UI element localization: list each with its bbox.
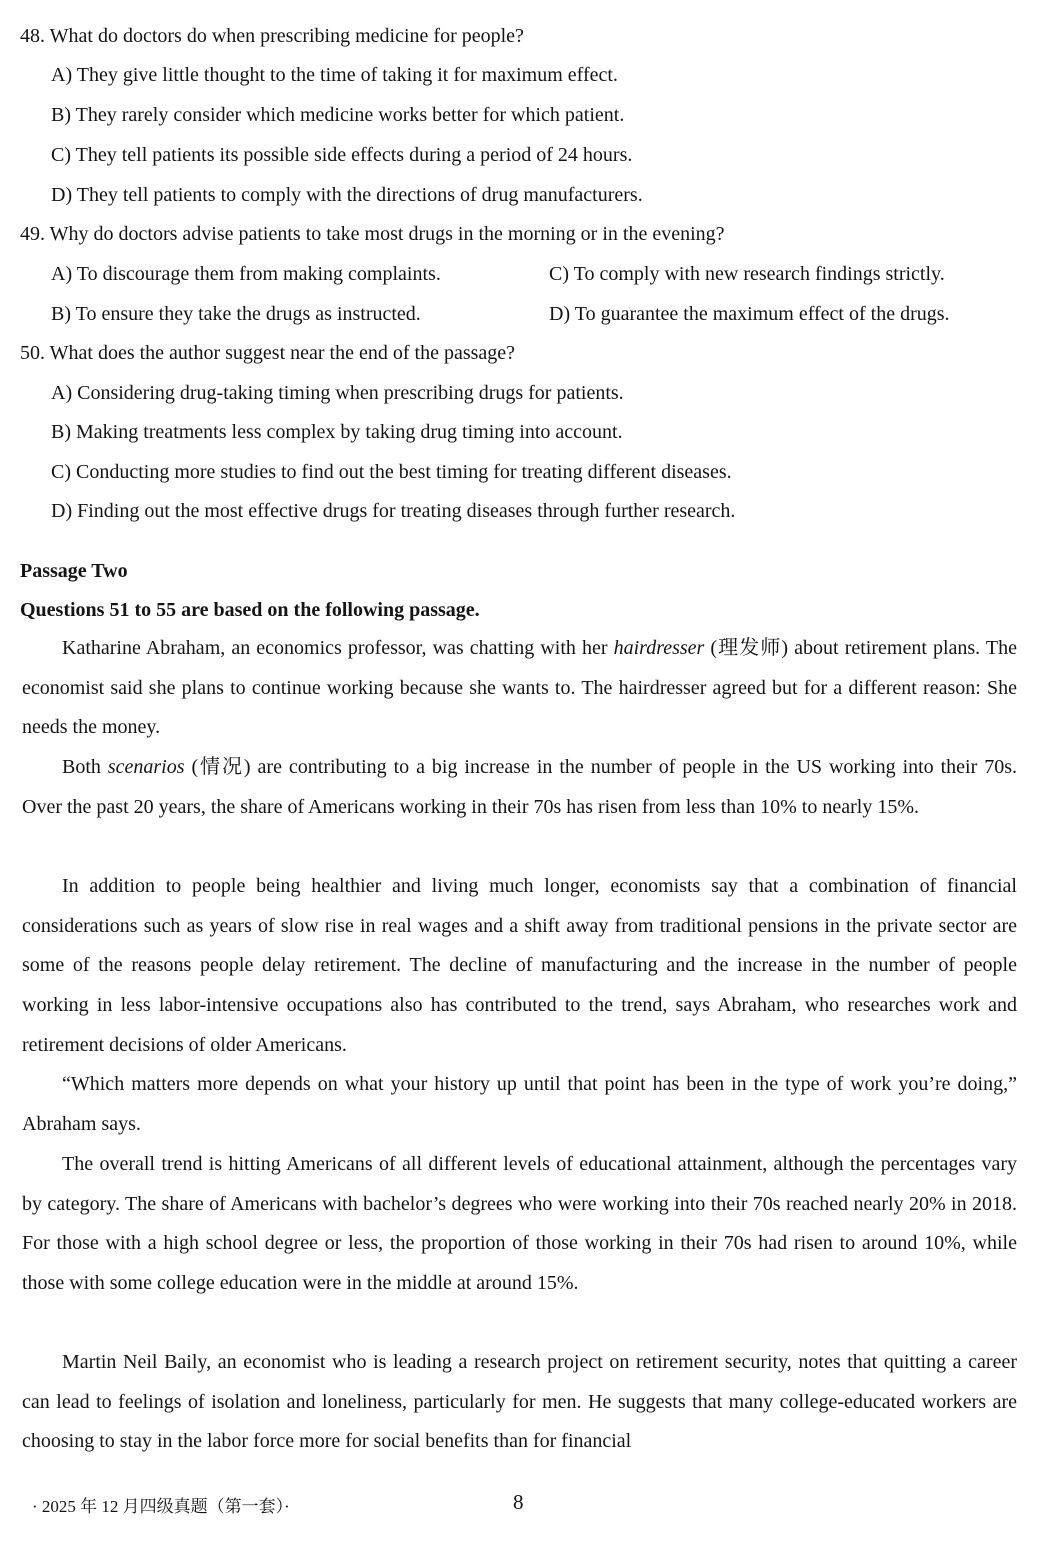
passage-instruction: Questions 51 to 55 are based on the following passage.: [20, 599, 480, 621]
question-50-stem: 50. What does the author suggest near the end of the passage?: [20, 342, 516, 364]
footer-exam-label: · 2025 年 12 月四级真题（第一套）·: [32, 1497, 290, 1516]
passage-paragraph-5: The overall trend is hitting Americans of all different levels of educational attainment, although the percentages vary by category. The share of Americans with bachelor’s degrees who were working into their 70s reached nearly 20% in 2018. For those with a high school degree or less, the proportion of those working in their 70s had risen to around 10%, while those with some college education were in the middle at around 15%.: [22, 1153, 1017, 1295]
question-48-option-b: B) They rarely consider which medicine works better for which patient.: [51, 104, 625, 126]
passage-paragraph-6: Martin Neil Baily, an economist who is leading a research project on retirement security, notes that quitting a career can lead to feelings of isolation and loneliness, particularly for men. He suggests that many college-educated workers are choosing to stay in the labor force more for social benefits than for financial: [22, 1351, 1017, 1453]
question-50-option-c: C) Conducting more studies to find out the best timing for treating different diseases.: [51, 461, 732, 483]
question-49-option-d: D) To guarantee the maximum effect of the drugs.: [549, 303, 950, 325]
page-number: 8: [513, 1490, 524, 1514]
term-hairdresser: hairdresser: [613, 637, 705, 659]
question-49-option-b: B) To ensure they take the drugs as instructed.: [51, 303, 421, 325]
gloss-scenarios: (情况): [184, 756, 251, 778]
question-48-option-a: A) They give little thought to the time of taking it for maximum effect.: [51, 64, 618, 86]
passage-paragraph-3: In addition to people being healthier and living much longer, economists say that a combination of financial considerations such as years of slow rise in real wages and a shift away from traditional pensions in the private sector are some of the reasons people delay retirement. The decline of manufacturing and the increase in the number of people working in less labor-intensive occupations also has contributed to the trend, says Abraham, who researches work and retirement decisions of older Americans.: [22, 875, 1017, 1056]
question-50-option-b: B) Making treatments less complex by taking drug timing into account.: [51, 421, 623, 443]
question-50-option-a: A) Considering drug-taking timing when prescribing drugs for patients.: [51, 382, 624, 404]
passage-paragraph-2: Both scenarios (情况) are contributing to a big increase in the number of people in the US working into their 70s. Over the past 20 years, the share of Americans working in their 70s has risen from less than 10% to nearly 15%.: [22, 756, 1017, 818]
question-49-option-c: C) To comply with new research findings strictly.: [549, 263, 945, 285]
question-50-option-d: D) Finding out the most effective drugs for treating diseases through further research.: [51, 500, 736, 522]
term-scenarios: scenarios: [107, 756, 185, 778]
passage-heading: Passage Two: [20, 560, 128, 582]
passage-paragraph-4: “Which matters more depends on what your history up until that point has been in the type of work you’re doing,” Abraham says.: [22, 1073, 1017, 1135]
question-49-stem: 49. Why do doctors advise patients to take most drugs in the morning or in the evening?: [20, 223, 725, 245]
question-48-option-c: C) They tell patients its possible side effects during a period of 24 hours.: [51, 144, 633, 166]
question-49-option-a: A) To discourage them from making complaints.: [51, 263, 441, 285]
gloss-hairdresser: (理发师): [704, 637, 789, 659]
passage-paragraph-1: Katharine Abraham, an economics professor, was chatting with her hairdresser (理发师) about retirement plans. The economist said she plans to continue working because she wants to. The hairdresser agreed but for a different reason: She needs the money.: [22, 637, 1017, 739]
question-48-option-d: D) They tell patients to comply with the directions of drug manufacturers.: [51, 184, 643, 206]
question-48-stem: 48. What do doctors do when prescribing medicine for people?: [20, 25, 524, 47]
